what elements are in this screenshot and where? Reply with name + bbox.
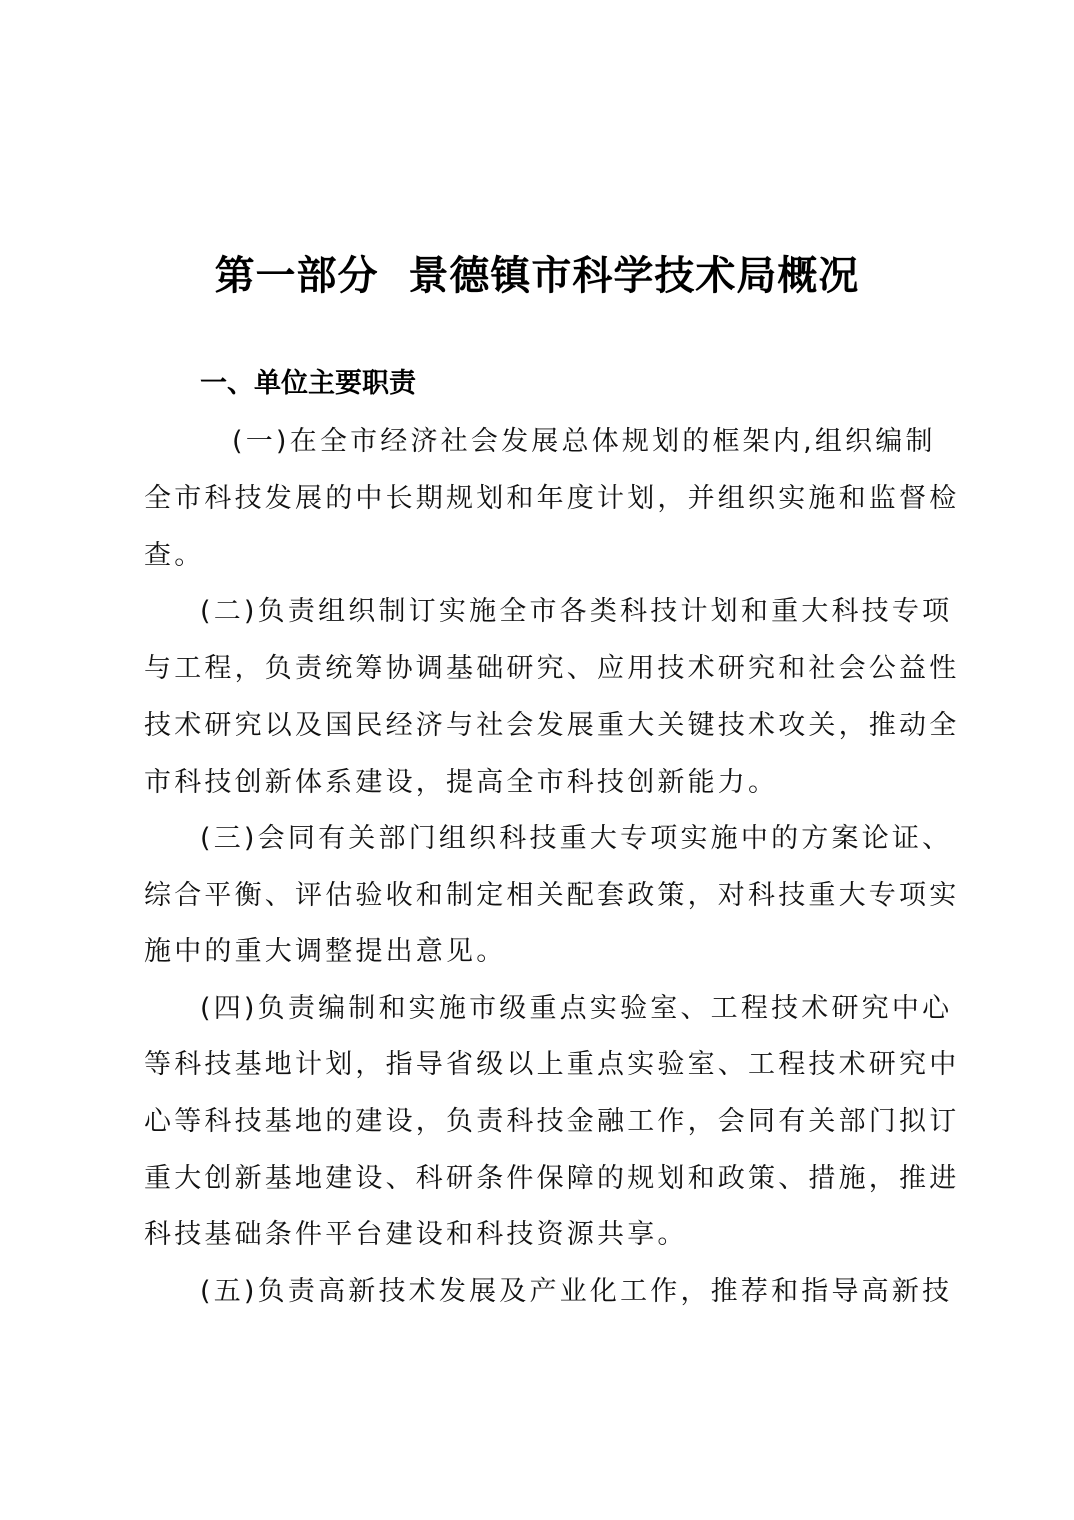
paragraph-line: (二)负责组织制订实施全市各类科技计划和重大科技专项	[200, 596, 953, 627]
paragraph-line: 重大创新基地建设、科研条件保障的规划和政策、措施，推进	[144, 1163, 960, 1194]
paragraph-line: 技术研究以及国民经济与社会发展重大关键技术攻关，推动全	[144, 710, 960, 741]
page-title: 第一部分 景德镇市科学技术局概况	[214, 252, 860, 299]
paragraph-line: 查。	[144, 540, 205, 571]
section-heading: 一、单位主要职责	[200, 368, 416, 399]
paragraph-line: 等科技基地计划，指导省级以上重点实验室、工程技术研究中	[144, 1049, 960, 1080]
paragraph-line: 全市科技发展的中长期规划和年度计划，并组织实施和监督检	[144, 483, 960, 514]
paragraph-line: 综合平衡、评估验收和制定相关配套政策，对科技重大专项实	[144, 880, 960, 911]
paragraph-line: 科技基础条件平台建设和科技资源共享。	[144, 1219, 688, 1250]
paragraph-line: 与工程，负责统筹协调基础研究、应用技术研究和社会公益性	[144, 653, 960, 684]
paragraph-line: 心等科技基地的建设，负责科技金融工作，会同有关部门拟订	[144, 1106, 960, 1137]
paragraph-line: (四)负责编制和实施市级重点实验室、工程技术研究中心	[200, 993, 953, 1024]
paragraph-line: (五)负责高新技术发展及产业化工作，推荐和指导高新技	[200, 1276, 953, 1307]
paragraph-line: (三)会同有关部门组织科技重大专项实施中的方案论证、	[200, 823, 953, 854]
paragraph-line: 市科技创新体系建设，提高全市科技创新能力。	[144, 767, 779, 798]
paragraph-line: (一)在全市经济社会发展总体规划的框架内,组织编制	[232, 426, 936, 457]
paragraph-line: 施中的重大调整提出意见。	[144, 936, 507, 967]
